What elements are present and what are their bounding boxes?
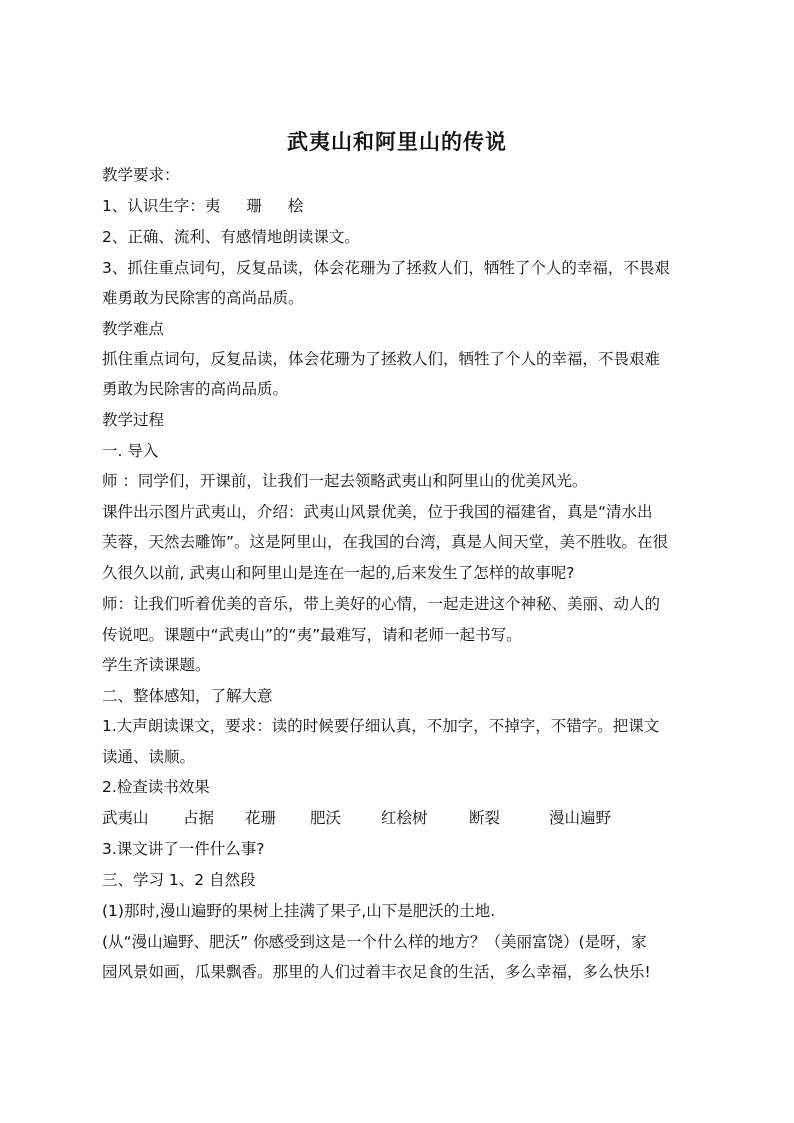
section2-heading: 二、整体感知，了解大意 bbox=[102, 687, 273, 705]
section3-paragraph2-line2: 园风景如画，瓜果飘香。那里的人们过着丰衣足食的生活，多么幸福，多么快乐! bbox=[102, 963, 651, 981]
section1-paragraph3-line1: 师：让我们听着优美的音乐，带上美好的心情，一起走进这个神秘、美丽、动人的 bbox=[102, 595, 661, 613]
section1-paragraph2-line3: 久很久以前, 武夷山和阿里山是连在一起的,后来发生了怎样的故事呢? bbox=[102, 564, 575, 582]
difficulty-line1: 抓住重点词句，反复品读，体会花珊为了拯救人们，牺牲了个人的幸福，不畏艰难 bbox=[102, 350, 661, 368]
vocabulary-word-list bbox=[0, 808, 794, 828]
vocabulary-word: 红桧树 bbox=[381, 809, 428, 827]
difficulty-heading: 教学难点 bbox=[102, 320, 165, 338]
vocabulary-word: 断裂 bbox=[469, 809, 501, 827]
section3-heading: 三、学习 1、2 自然段 bbox=[102, 871, 256, 889]
section1-paragraph2-line1: 课件出示图片武夷山，介绍：武夷山风景优美，位于我国的福建省，真是“清水出 bbox=[102, 503, 653, 521]
new-char-1: 夷 bbox=[204, 197, 221, 215]
requirement-item-1 bbox=[102, 196, 303, 216]
requirement-item-1-prefix: 1、认识生字： bbox=[102, 197, 205, 215]
new-char-2: 珊 bbox=[246, 197, 262, 215]
section2-paragraph2: 2.检查读书效果 bbox=[102, 778, 210, 796]
vocabulary-word: 肥沃 bbox=[310, 809, 342, 827]
vocabulary-word: 花珊 bbox=[245, 809, 277, 827]
section2-paragraph1-line2: 读通、读顺。 bbox=[102, 748, 196, 766]
requirements-heading: 教学要求： bbox=[102, 166, 180, 184]
section1-heading: 一. 导入 bbox=[102, 442, 159, 460]
section1-paragraph4: 学生齐读课题。 bbox=[102, 656, 211, 674]
vocabulary-word: 武夷山 bbox=[102, 809, 149, 827]
new-char-3: 桧 bbox=[287, 197, 304, 215]
section2-paragraph3: 3.课文讲了一件什么事? bbox=[102, 840, 265, 858]
requirement-item-3-line1: 3、抓住重点词句，反复品读，体会花珊为了拯救人们，牺牲了个人的幸福，不畏艰 bbox=[102, 259, 670, 277]
section2-paragraph1-line1: 1.大声朗读课文，要求：读的时候要仔细认真，不加字，不掉字，不错字。把课文 bbox=[102, 717, 660, 735]
document-title: 武夷山和阿里山的传说 bbox=[287, 130, 507, 154]
requirement-item-3-line2: 难勇敢为民除害的高尚品质。 bbox=[102, 289, 304, 307]
section3-paragraph1: (1)那时,漫山遍野的果树上挂满了果子,山下是肥沃的土地. bbox=[102, 902, 496, 920]
vocabulary-word: 漫山遍野 bbox=[549, 809, 612, 827]
section1-paragraph2-line2: 芙蓉，天然去雕饰”。这是阿里山，在我国的台湾，真是人间天堂，美不胜收。在很 bbox=[102, 533, 669, 551]
section1-paragraph1: 师 ：同学们，开课前，让我们一起去领略武夷山和阿里山的优美风光。 bbox=[102, 472, 588, 490]
requirement-item-2: 2、正确、流利、有感情地朗读课文。 bbox=[102, 228, 360, 246]
difficulty-line2: 勇敢为民除害的高尚品质。 bbox=[102, 380, 289, 398]
section3-paragraph2-line1: (从“漫山遍野、肥沃” 你感受到这是一个什么样的地方？（美丽富饶）(是呀，家 bbox=[102, 933, 647, 951]
section1-paragraph3-line2: 传说吧。课题中“武夷山”的“夷”最难写，请和老师一起书写。 bbox=[102, 626, 522, 644]
vocabulary-word: 占据 bbox=[183, 809, 215, 827]
process-heading: 教学过程 bbox=[102, 411, 165, 429]
